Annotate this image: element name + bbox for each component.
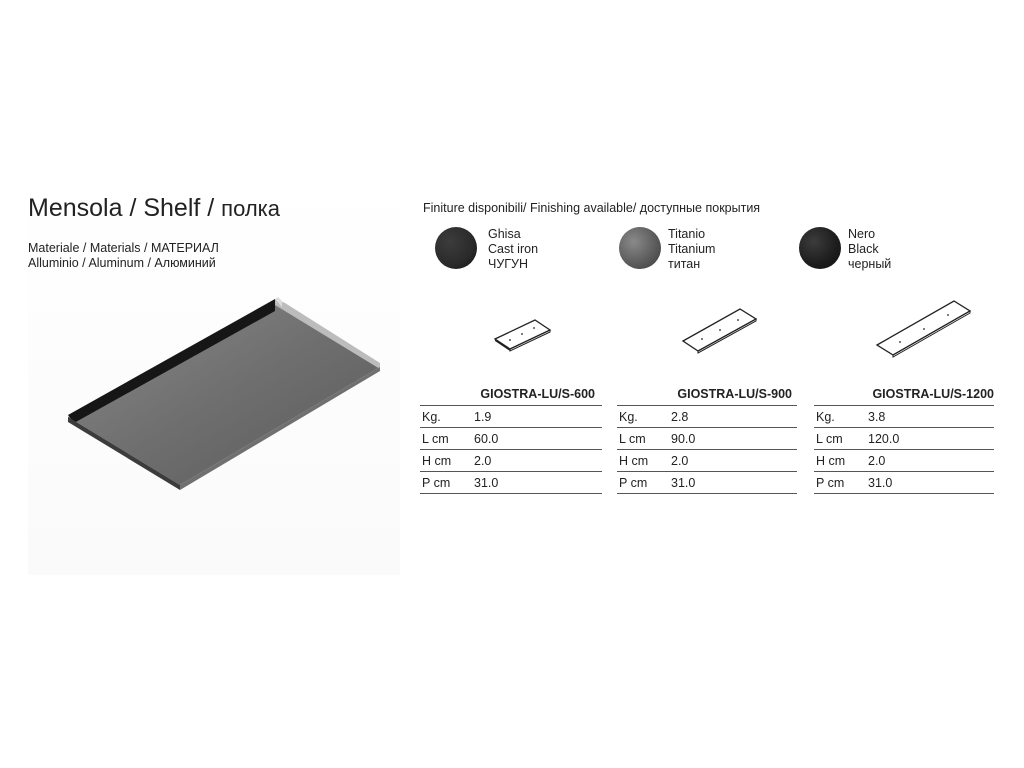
table-row <box>420 406 602 428</box>
shelf-drawing-1200 <box>874 298 974 358</box>
spec-label: H cm <box>814 450 868 472</box>
spec-label: Kg. <box>420 406 474 428</box>
title-separator: / <box>200 194 222 222</box>
spec-value: 120.0 <box>868 428 994 450</box>
model-code-900: GIOSTRA-LU/S-900 <box>677 387 792 401</box>
page-title <box>28 193 280 224</box>
spec-label: H cm <box>420 450 474 472</box>
spec-value: 31.0 <box>868 472 994 494</box>
spec-label: P cm <box>420 472 474 494</box>
spec-value: 31.0 <box>671 472 797 494</box>
spec-label: P cm <box>814 472 868 494</box>
spec-value: 2.0 <box>868 450 994 472</box>
table-row <box>814 406 994 428</box>
table-row <box>814 428 994 450</box>
materials-value: Alluminio / Aluminum / Алюминий <box>28 256 216 270</box>
spec-value: 2.8 <box>671 406 797 428</box>
finish-label-titanium <box>668 227 715 272</box>
finish-name-en: Cast iron <box>488 242 539 256</box>
title-separator: / <box>122 194 144 222</box>
title-russian: полка <box>221 196 281 221</box>
finish-label-black <box>848 227 891 272</box>
finish-name-it: Ghisa <box>488 227 521 241</box>
table-row <box>814 472 994 494</box>
table-row <box>814 450 994 472</box>
spec-label: P cm <box>617 472 671 494</box>
finish-swatch-titanium <box>619 227 661 269</box>
spec-value: 2.0 <box>671 450 797 472</box>
finish-name-ru: черный <box>848 257 892 271</box>
spec-value: 90.0 <box>671 428 797 450</box>
spec-label: L cm <box>617 428 671 450</box>
finish-name-en: Titanium <box>668 242 716 256</box>
title-english: Shelf <box>143 194 201 222</box>
spec-label: Kg. <box>617 406 671 428</box>
spec-label: Kg. <box>814 406 868 428</box>
model-code-600: GIOSTRA-LU/S-600 <box>480 387 595 401</box>
spec-table-600 <box>420 405 602 494</box>
shelf-drawing-600 <box>490 312 555 352</box>
finish-label-cast-iron <box>488 227 538 272</box>
finish-name-it: Titanio <box>668 227 706 241</box>
finish-name-it: Nero <box>848 227 876 241</box>
spec-value: 2.0 <box>474 450 602 472</box>
table-row <box>420 472 602 494</box>
finish-name-ru: ЧУГУН <box>488 257 529 271</box>
finish-swatch-black <box>799 227 841 269</box>
title-italian: Mensola <box>28 194 123 222</box>
table-row <box>617 428 797 450</box>
materials-label: Materiale / Materials / МАТЕРИАЛ <box>28 241 219 255</box>
finish-swatch-cast-iron <box>435 227 477 269</box>
table-row <box>617 472 797 494</box>
spec-table-900 <box>617 405 797 494</box>
finish-name-en: Black <box>848 242 879 256</box>
table-row <box>420 450 602 472</box>
spec-value: 31.0 <box>474 472 602 494</box>
table-row <box>617 406 797 428</box>
model-code-1200: GIOSTRA-LU/S-1200 <box>872 387 994 401</box>
finish-name-ru: титан <box>668 257 701 271</box>
spec-value: 1.9 <box>474 406 602 428</box>
spec-label: H cm <box>617 450 671 472</box>
finishing-title: Finiture disponibili/ Finishing available/ доступные покрытия <box>423 201 761 215</box>
table-row <box>617 450 797 472</box>
spec-value: 3.8 <box>868 406 994 428</box>
shelf-product-image <box>60 295 390 495</box>
spec-table-1200 <box>814 405 994 494</box>
spec-value: 60.0 <box>474 428 602 450</box>
spec-label: L cm <box>420 428 474 450</box>
table-row <box>420 428 602 450</box>
spec-label: L cm <box>814 428 868 450</box>
shelf-drawing-900 <box>680 305 760 355</box>
